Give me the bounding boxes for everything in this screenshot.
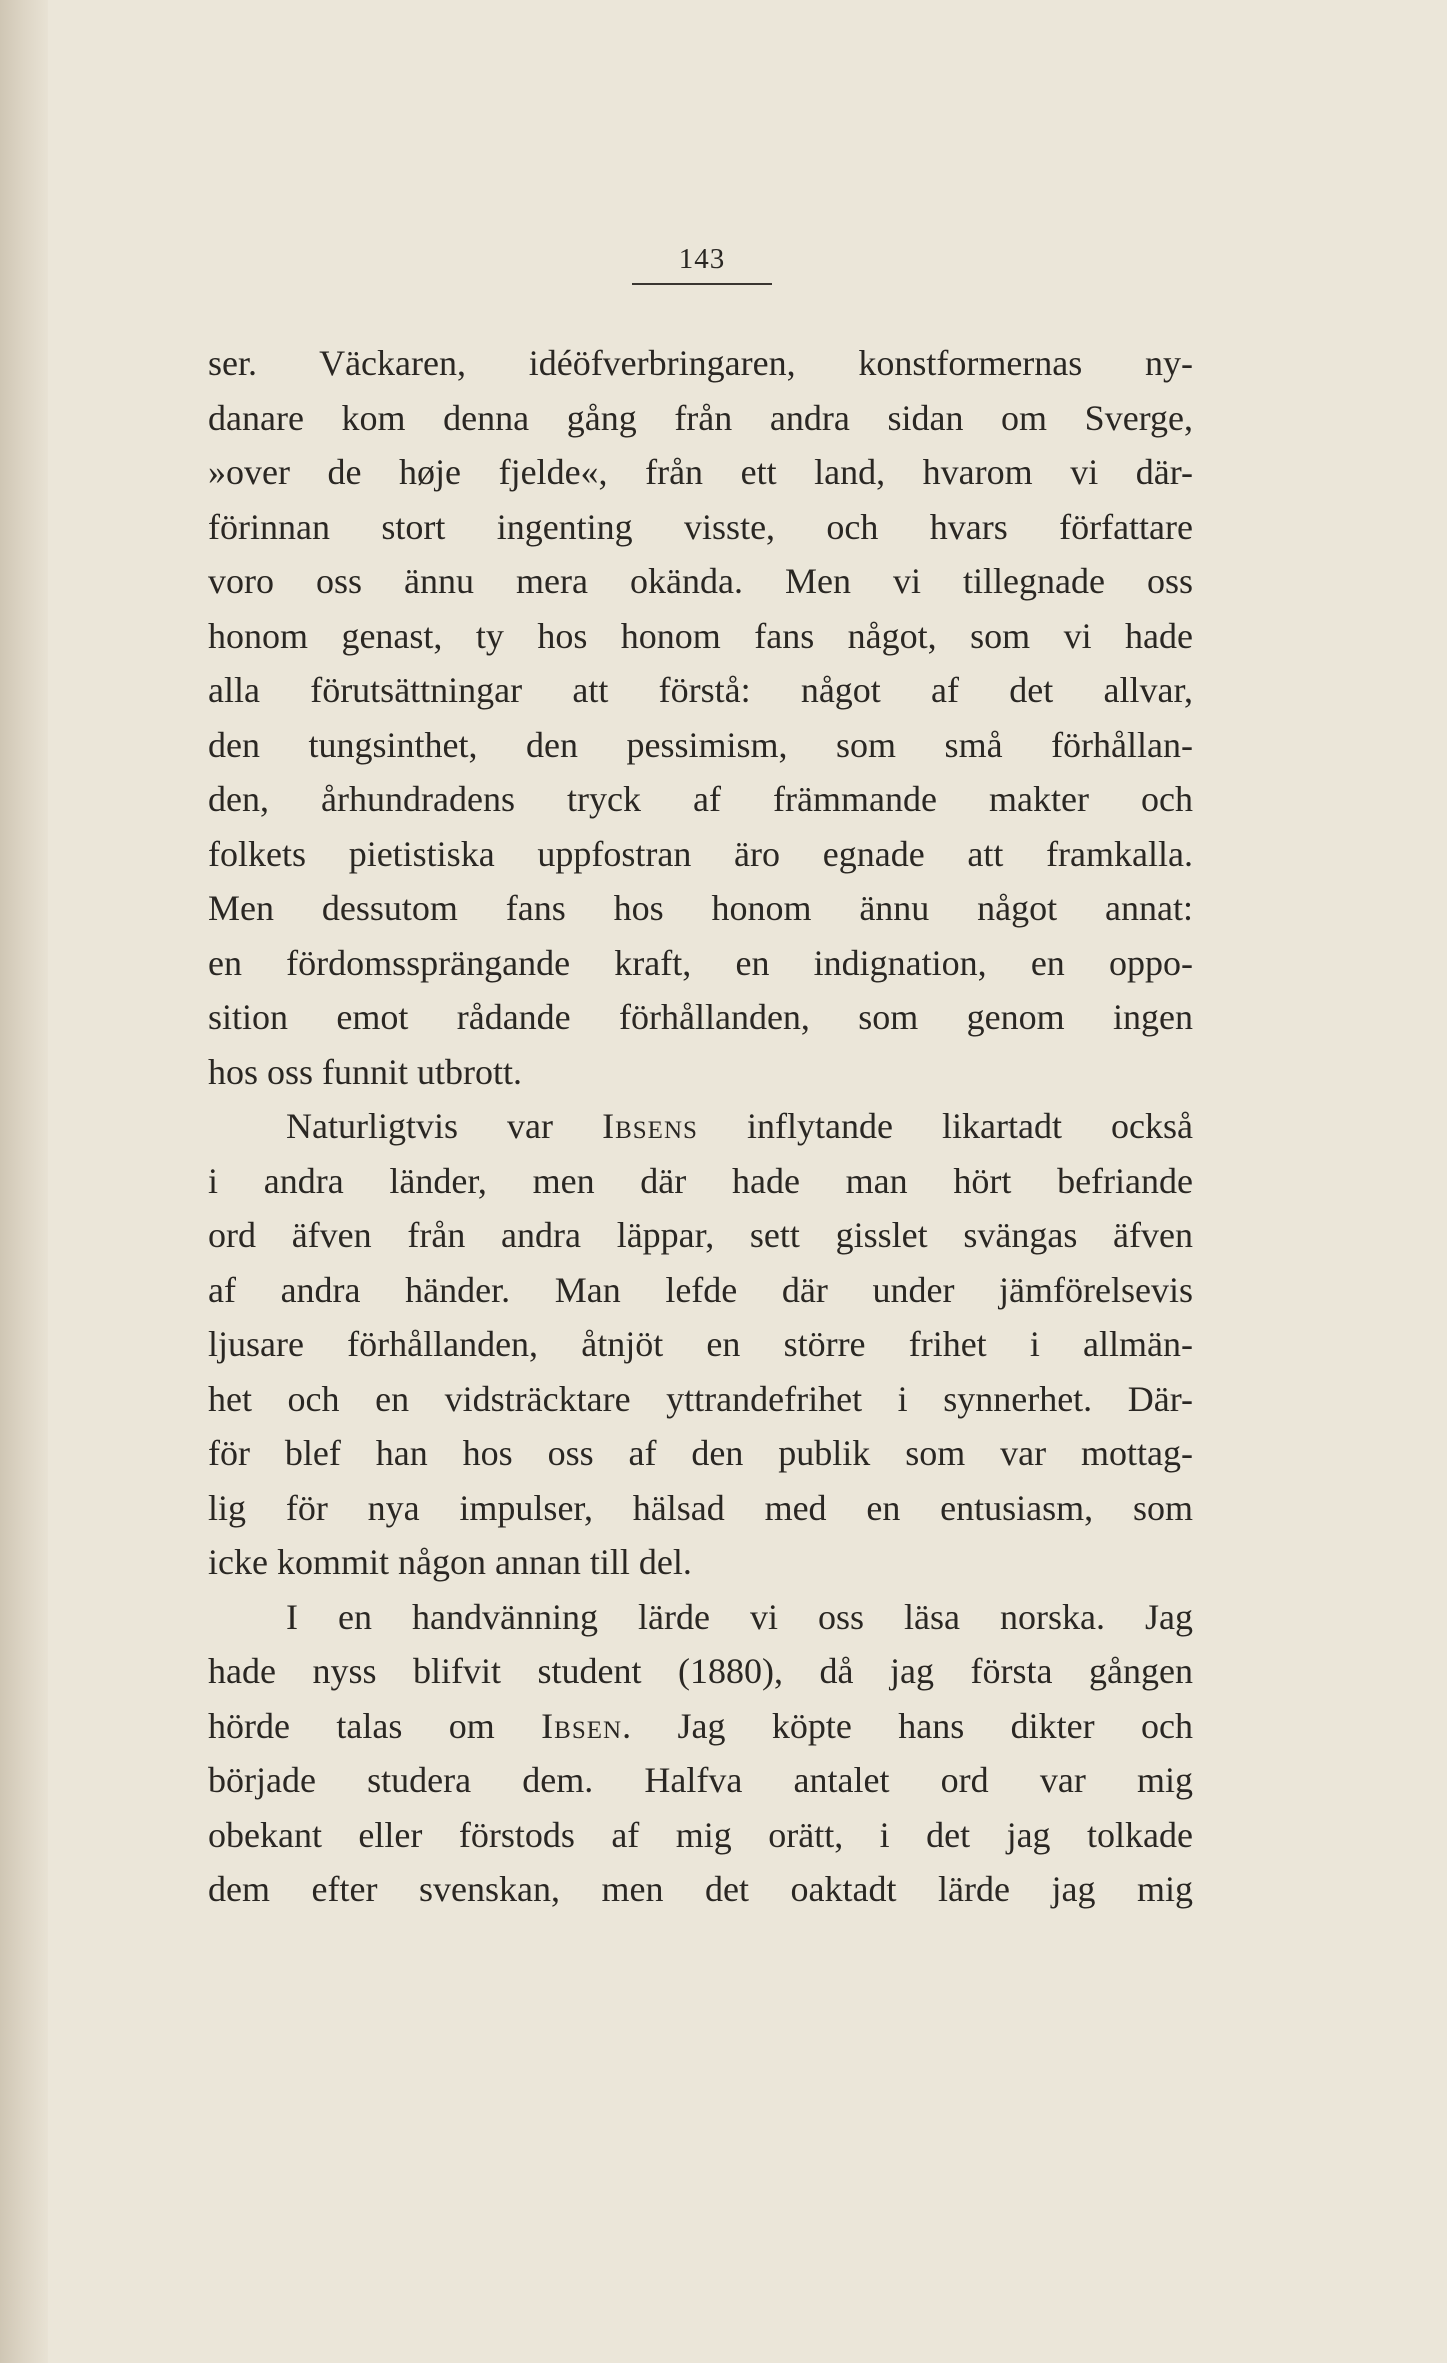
text-line: ljusare förhållanden, åtnjöt en större frihet i allmän-: [208, 1324, 1193, 1364]
text-line: af andra händer. Man lefde där under jämförelsevis: [208, 1269, 1193, 1310]
text-line: ser. Väckaren, idéöfverbringaren, konstformernas ny-: [208, 343, 1193, 383]
text-line: folkets pietistiska uppfostran äro egnade att framkalla.: [208, 833, 1193, 874]
text-line: honom genast, ty hos honom fans något, som vi hade: [208, 615, 1193, 656]
text-segment: hörde talas om: [208, 1705, 542, 1746]
text-segment: inflytande likartadt också: [697, 1106, 1194, 1146]
text-line: hos oss funnit utbrott.: [208, 1051, 523, 1092]
page-number: 143: [678, 243, 726, 275]
text-segment: Naturligtvis var: [286, 1106, 603, 1146]
text-line: Men dessutom fans hos honom ännu något annat:: [208, 888, 1193, 928]
text-line: började studera dem. Halfva antalet ord var mig: [208, 1760, 1193, 1800]
text-line: den, århundradens tryck af främmande makter och: [208, 779, 1193, 819]
text-line: voro oss ännu mera okända. Men vi tillegnade oss: [208, 561, 1193, 601]
name-small-caps: Ibsen: [541, 1705, 623, 1746]
text-line: icke kommit någon annan till del.: [208, 1542, 692, 1582]
name-small-caps: Ibsens: [602, 1106, 698, 1146]
text-line: ord äfven från andra läppar, sett gisslet svängas äfven: [208, 1215, 1193, 1255]
text-line: för blef han hos oss af den publik som var mottag-: [208, 1433, 1193, 1473]
text-line: den tungsinthet, den pessimism, som små förhållan-: [208, 724, 1193, 765]
text-line: en fördomssprängande kraft, en indignation, en oppo-: [208, 942, 1193, 983]
text-segment: . Jag köpte hans dikter och: [622, 1705, 1193, 1746]
text-line: »over de høje fjelde«, från ett land, hvarom vi där-: [208, 452, 1193, 492]
text-line: dem efter svenskan, men det oaktadt lärde jag mig: [208, 1869, 1193, 1909]
text-line: alla förutsättningar att förstå: något af det allvar,: [208, 670, 1193, 710]
text-line: [208, 1699, 1193, 1754]
text-line: i andra länder, men där hade man hört befriande: [208, 1160, 1193, 1201]
text-line: lig för nya impulser, hälsad med en entusiasm, som: [208, 1487, 1193, 1528]
text-line: I en handvänning lärde vi oss läsa norska. Jag: [286, 1596, 1193, 1637]
page-number-rule: [632, 283, 772, 285]
text-line: obekant eller förstods af mig orätt, i det jag tolkade: [208, 1814, 1193, 1855]
text-line: hade nyss blifvit student (1880), då jag första gången: [208, 1651, 1193, 1691]
text-line: het och en vidsträcktare yttrandefrihet i synnerhet. Där-: [208, 1378, 1193, 1419]
text-line: sition emot rådande förhållanden, som genom ingen: [208, 997, 1193, 1037]
text-line: danare kom denna gång från andra sidan om Sverge,: [208, 397, 1193, 438]
text-line: [208, 1099, 1193, 1154]
page-gutter: [0, 0, 48, 2363]
body-text: [208, 336, 1193, 1917]
text-line: förinnan stort ingenting visste, och hvars författare: [208, 506, 1193, 547]
